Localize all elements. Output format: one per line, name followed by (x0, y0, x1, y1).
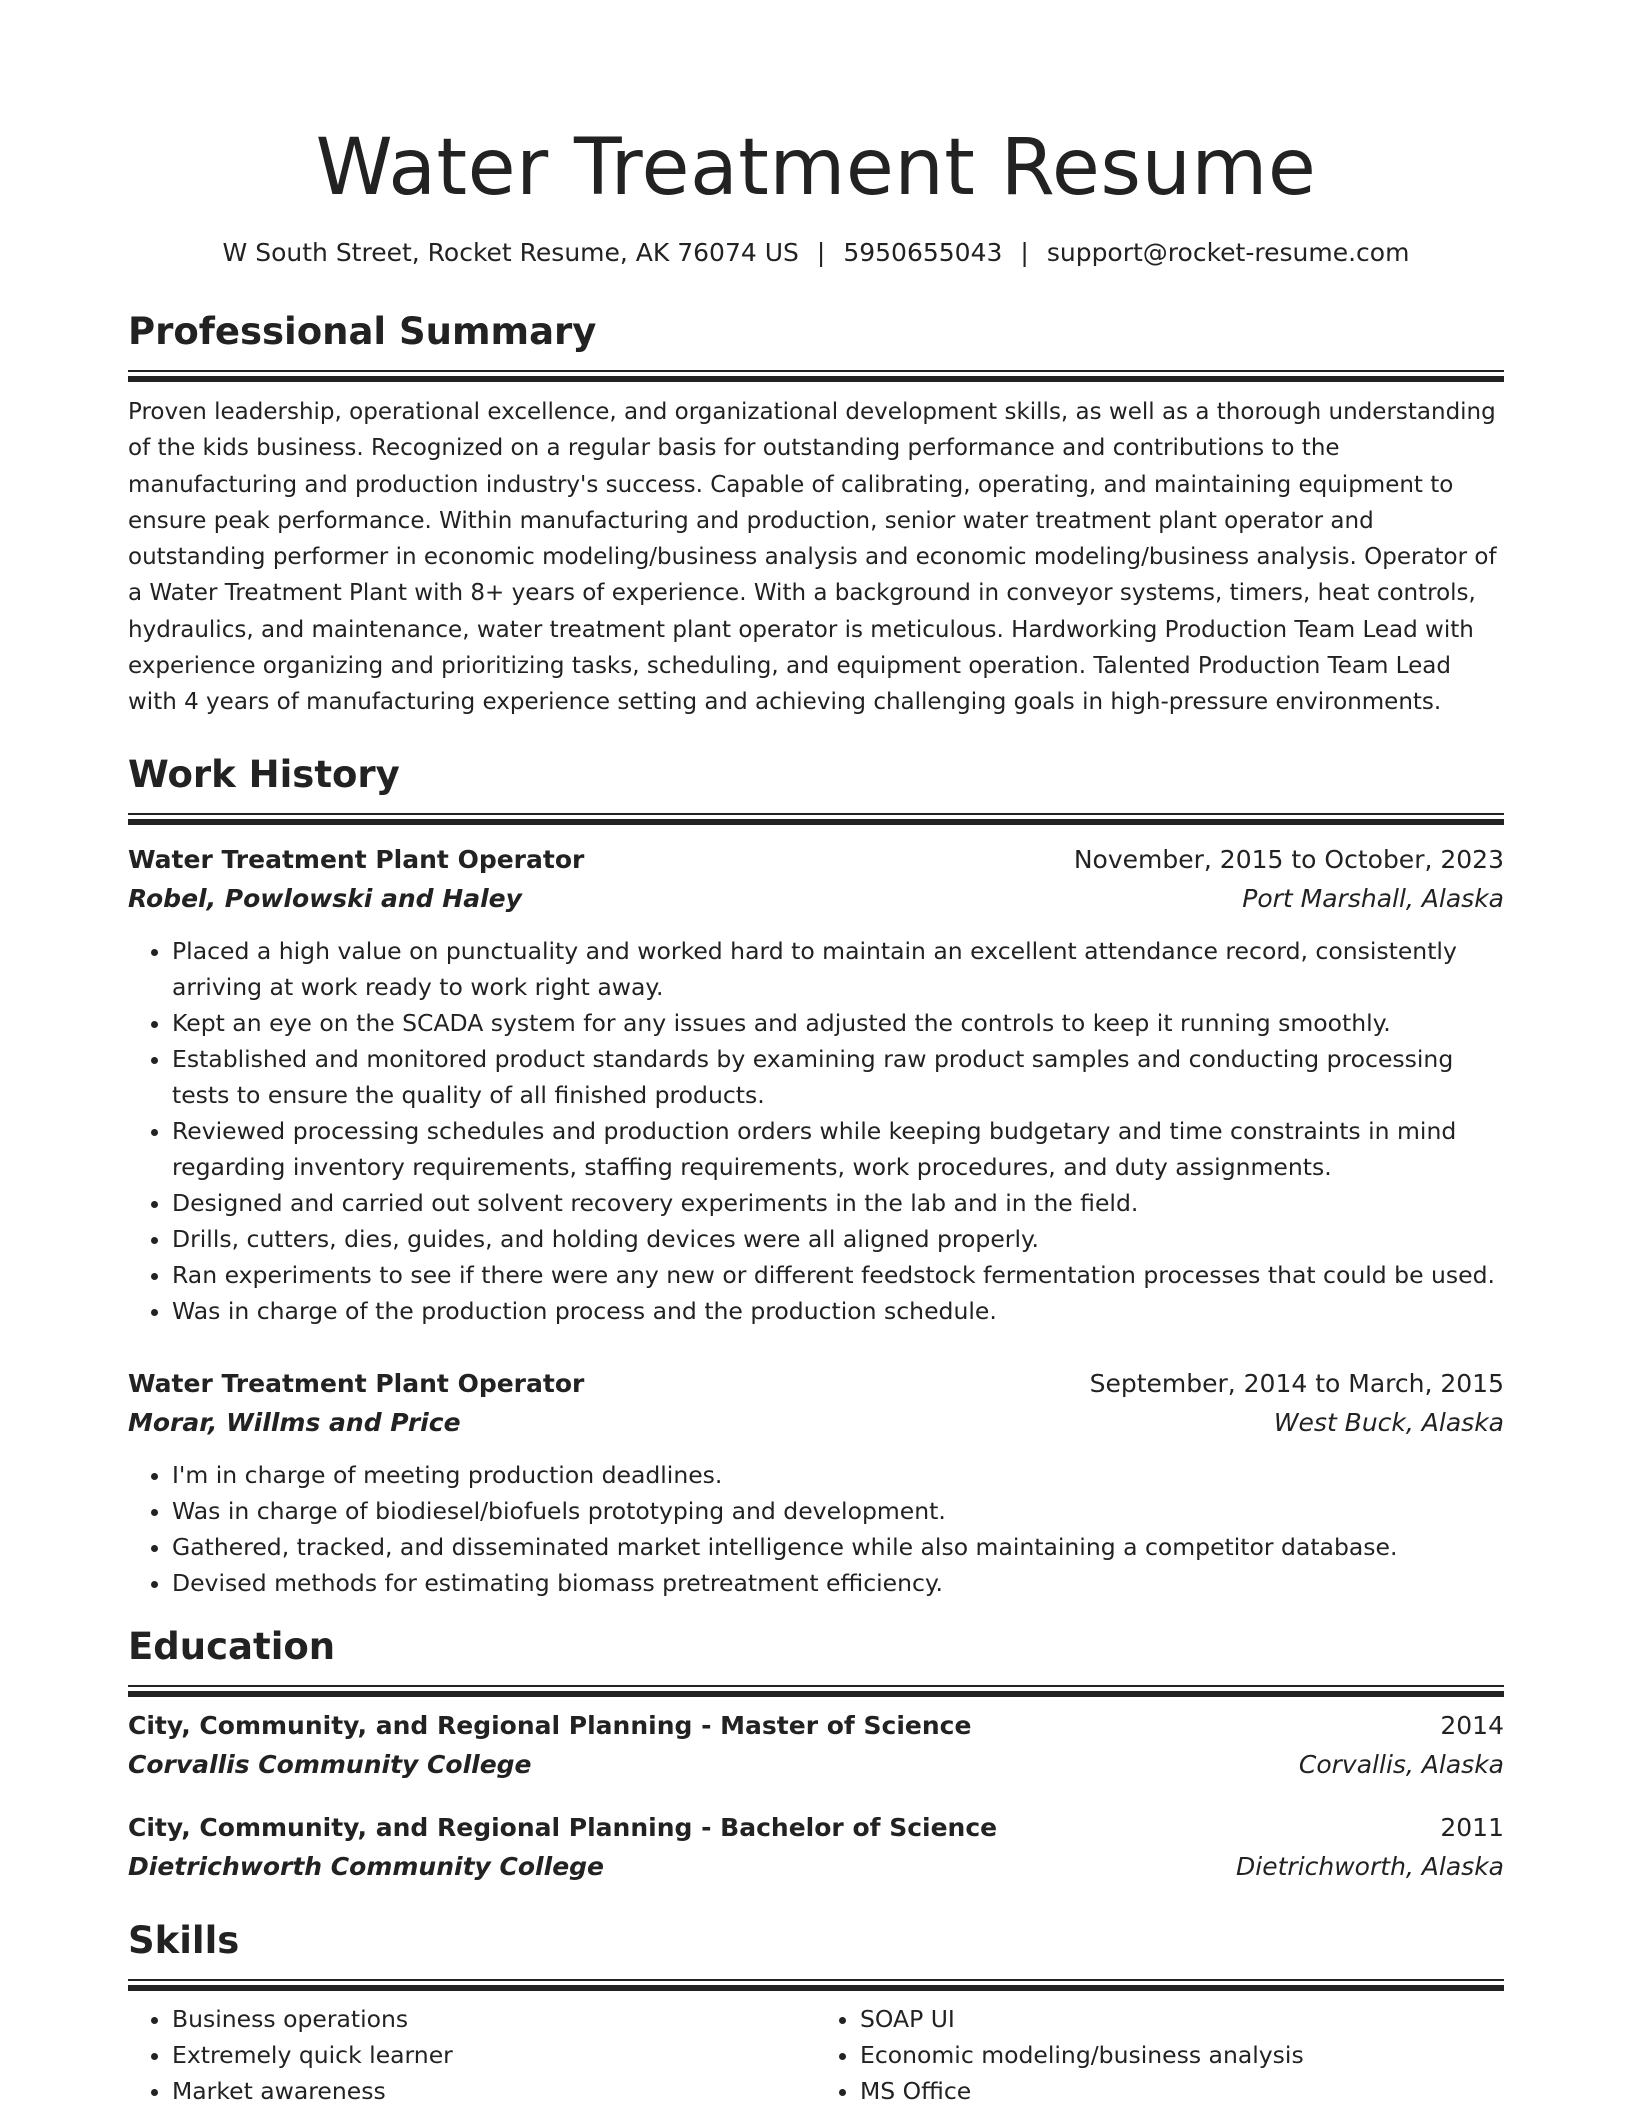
section-heading-skills: Skills (128, 1918, 240, 1962)
list-item: • I'm in charge of meeting production deadlines. (172, 1457, 1504, 1493)
job-bullets (128, 933, 1504, 1329)
school-name: Dietrichworth Community College (128, 1851, 605, 1881)
job-dates: September, 2014 to March, 2015 (1089, 1368, 1504, 1398)
section-divider (128, 813, 1504, 825)
job-entry (128, 841, 1504, 1329)
work-history-section (128, 751, 1504, 1601)
job-title: Water Treatment Plant Operator (128, 844, 585, 874)
list-item: • Drills, cutters, dies, guides, and holding devices were all aligned properly. (172, 1221, 1504, 1257)
address: W South Street, Rocket Resume, AK 76074 US (222, 238, 799, 267)
section-heading-education: Education (128, 1624, 336, 1668)
list-item: • Was in charge of the production process and the production schedule. (172, 1293, 1504, 1329)
section-divider (128, 1979, 1504, 1991)
list-item: • Designed and carried out solvent recovery experiments in the lab and in the field. (172, 1185, 1504, 1221)
skill-item: • Extremely quick learner (172, 2037, 816, 2073)
graduation-year: 2011 (1440, 1812, 1504, 1842)
job-company: Morar, Willms and Price (128, 1407, 461, 1437)
degree: City, Community, and Regional Planning - Bachelor of Science (128, 1812, 998, 1842)
list-item: • Established and monitored product standards by examining raw product samples and conducting processing tests to ensure the quality of all finished products. (172, 1041, 1504, 1113)
skill-item: • Market awareness (172, 2073, 816, 2109)
job-entry (128, 1365, 1504, 1601)
education-entry (128, 1707, 1504, 1785)
education-entry (128, 1809, 1504, 1887)
resume-title: Water Treatment Resume (315, 123, 1317, 213)
job-dates: November, 2015 to October, 2023 (1073, 844, 1504, 874)
contact-line (128, 236, 1504, 270)
job-bullets (128, 1457, 1504, 1601)
job-location: Port Marshall, Alaska (1242, 883, 1504, 913)
contact-separator: | (816, 238, 826, 267)
skills-column-right (816, 2001, 1504, 2109)
list-item: • Was in charge of biodiesel/biofuels prototyping and development. (172, 1493, 1504, 1529)
skills-list (128, 2001, 1504, 2109)
job-company: Robel, Powlowski and Haley (128, 883, 522, 913)
contact-separator: | (1020, 238, 1029, 267)
section-divider (128, 370, 1504, 382)
education-section (128, 1623, 1504, 1887)
section-divider (128, 1685, 1504, 1697)
list-item: • Ran experiments to see if there were any new or different feedstock fermentation processes that could be used. (172, 1257, 1504, 1293)
graduation-year: 2014 (1440, 1710, 1504, 1740)
skill-item: • Business operations (172, 2001, 816, 2037)
email: support@rocket-resume.com (1046, 238, 1410, 267)
skill-item: • Economic modeling/business analysis (860, 2037, 1504, 2073)
job-location: West Buck, Alaska (1273, 1407, 1504, 1437)
list-item: • Placed a high value on punctuality and worked hard to maintain an excellent attendance record, consistently arriving at work ready to work right away. (172, 933, 1504, 1005)
skills-column-left (128, 2001, 816, 2109)
list-item: • Devised methods for estimating biomass pretreatment efficiency. (172, 1565, 1504, 1601)
skill-item: • MS Office (860, 2073, 1504, 2109)
summary-text: Proven leadership, operational excellence, and organizational development skills, as well as a thorough understanding of the kids business. Recognized on a regular basis for outstanding performance and contributions to the manufacturing and production industry's success. Capable of calibrating, operating, and maintaining equipment to ensure peak performance. Within manufacturing and production, senior water treatment plant operator and outstanding performer in economic modeling/business analysis and economic modeling/business analysis. Operator of a Water Treatment Plant with 8+ years of experience. With a background in conveyor systems, timers, heat controls, hydraulics, and maintenance, water treatment plant operator is meticulous. Hardworking Production Team Lead with experience organizing and prioritizing tasks, scheduling, and equipment operation. Talented Production Team Lead with 4 years of manufacturing experience setting and achieving challenging goals in high-pressure environments. (128, 399, 1497, 716)
phone: 5950655043 (843, 238, 1003, 267)
school-location: Corvallis, Alaska (1298, 1749, 1504, 1779)
section-heading-work: Work History (128, 752, 400, 796)
section-heading-summary: Professional Summary (128, 310, 597, 353)
skill-item: • SOAP UI (860, 2001, 1504, 2037)
list-item: • Kept an eye on the SCADA system for any issues and adjusted the controls to keep it running smoothly. (172, 1005, 1504, 1041)
school-name: Corvallis Community College (128, 1749, 532, 1779)
list-item: • Reviewed processing schedules and production orders while keeping budgetary and time constraints in mind regarding inventory requirements, staffing requirements, work procedures, and duty assignments. (172, 1113, 1504, 1185)
summary-section (128, 308, 1504, 721)
degree: City, Community, and Regional Planning - Master of Science (128, 1710, 972, 1740)
job-title: Water Treatment Plant Operator (128, 1368, 585, 1398)
resume-page (128, 0, 1504, 2109)
school-location: Dietrichworth, Alaska (1236, 1851, 1504, 1881)
list-item: • Gathered, tracked, and disseminated market intelligence while also maintaining a competitor database. (172, 1529, 1504, 1565)
skills-section (128, 1917, 1504, 2109)
